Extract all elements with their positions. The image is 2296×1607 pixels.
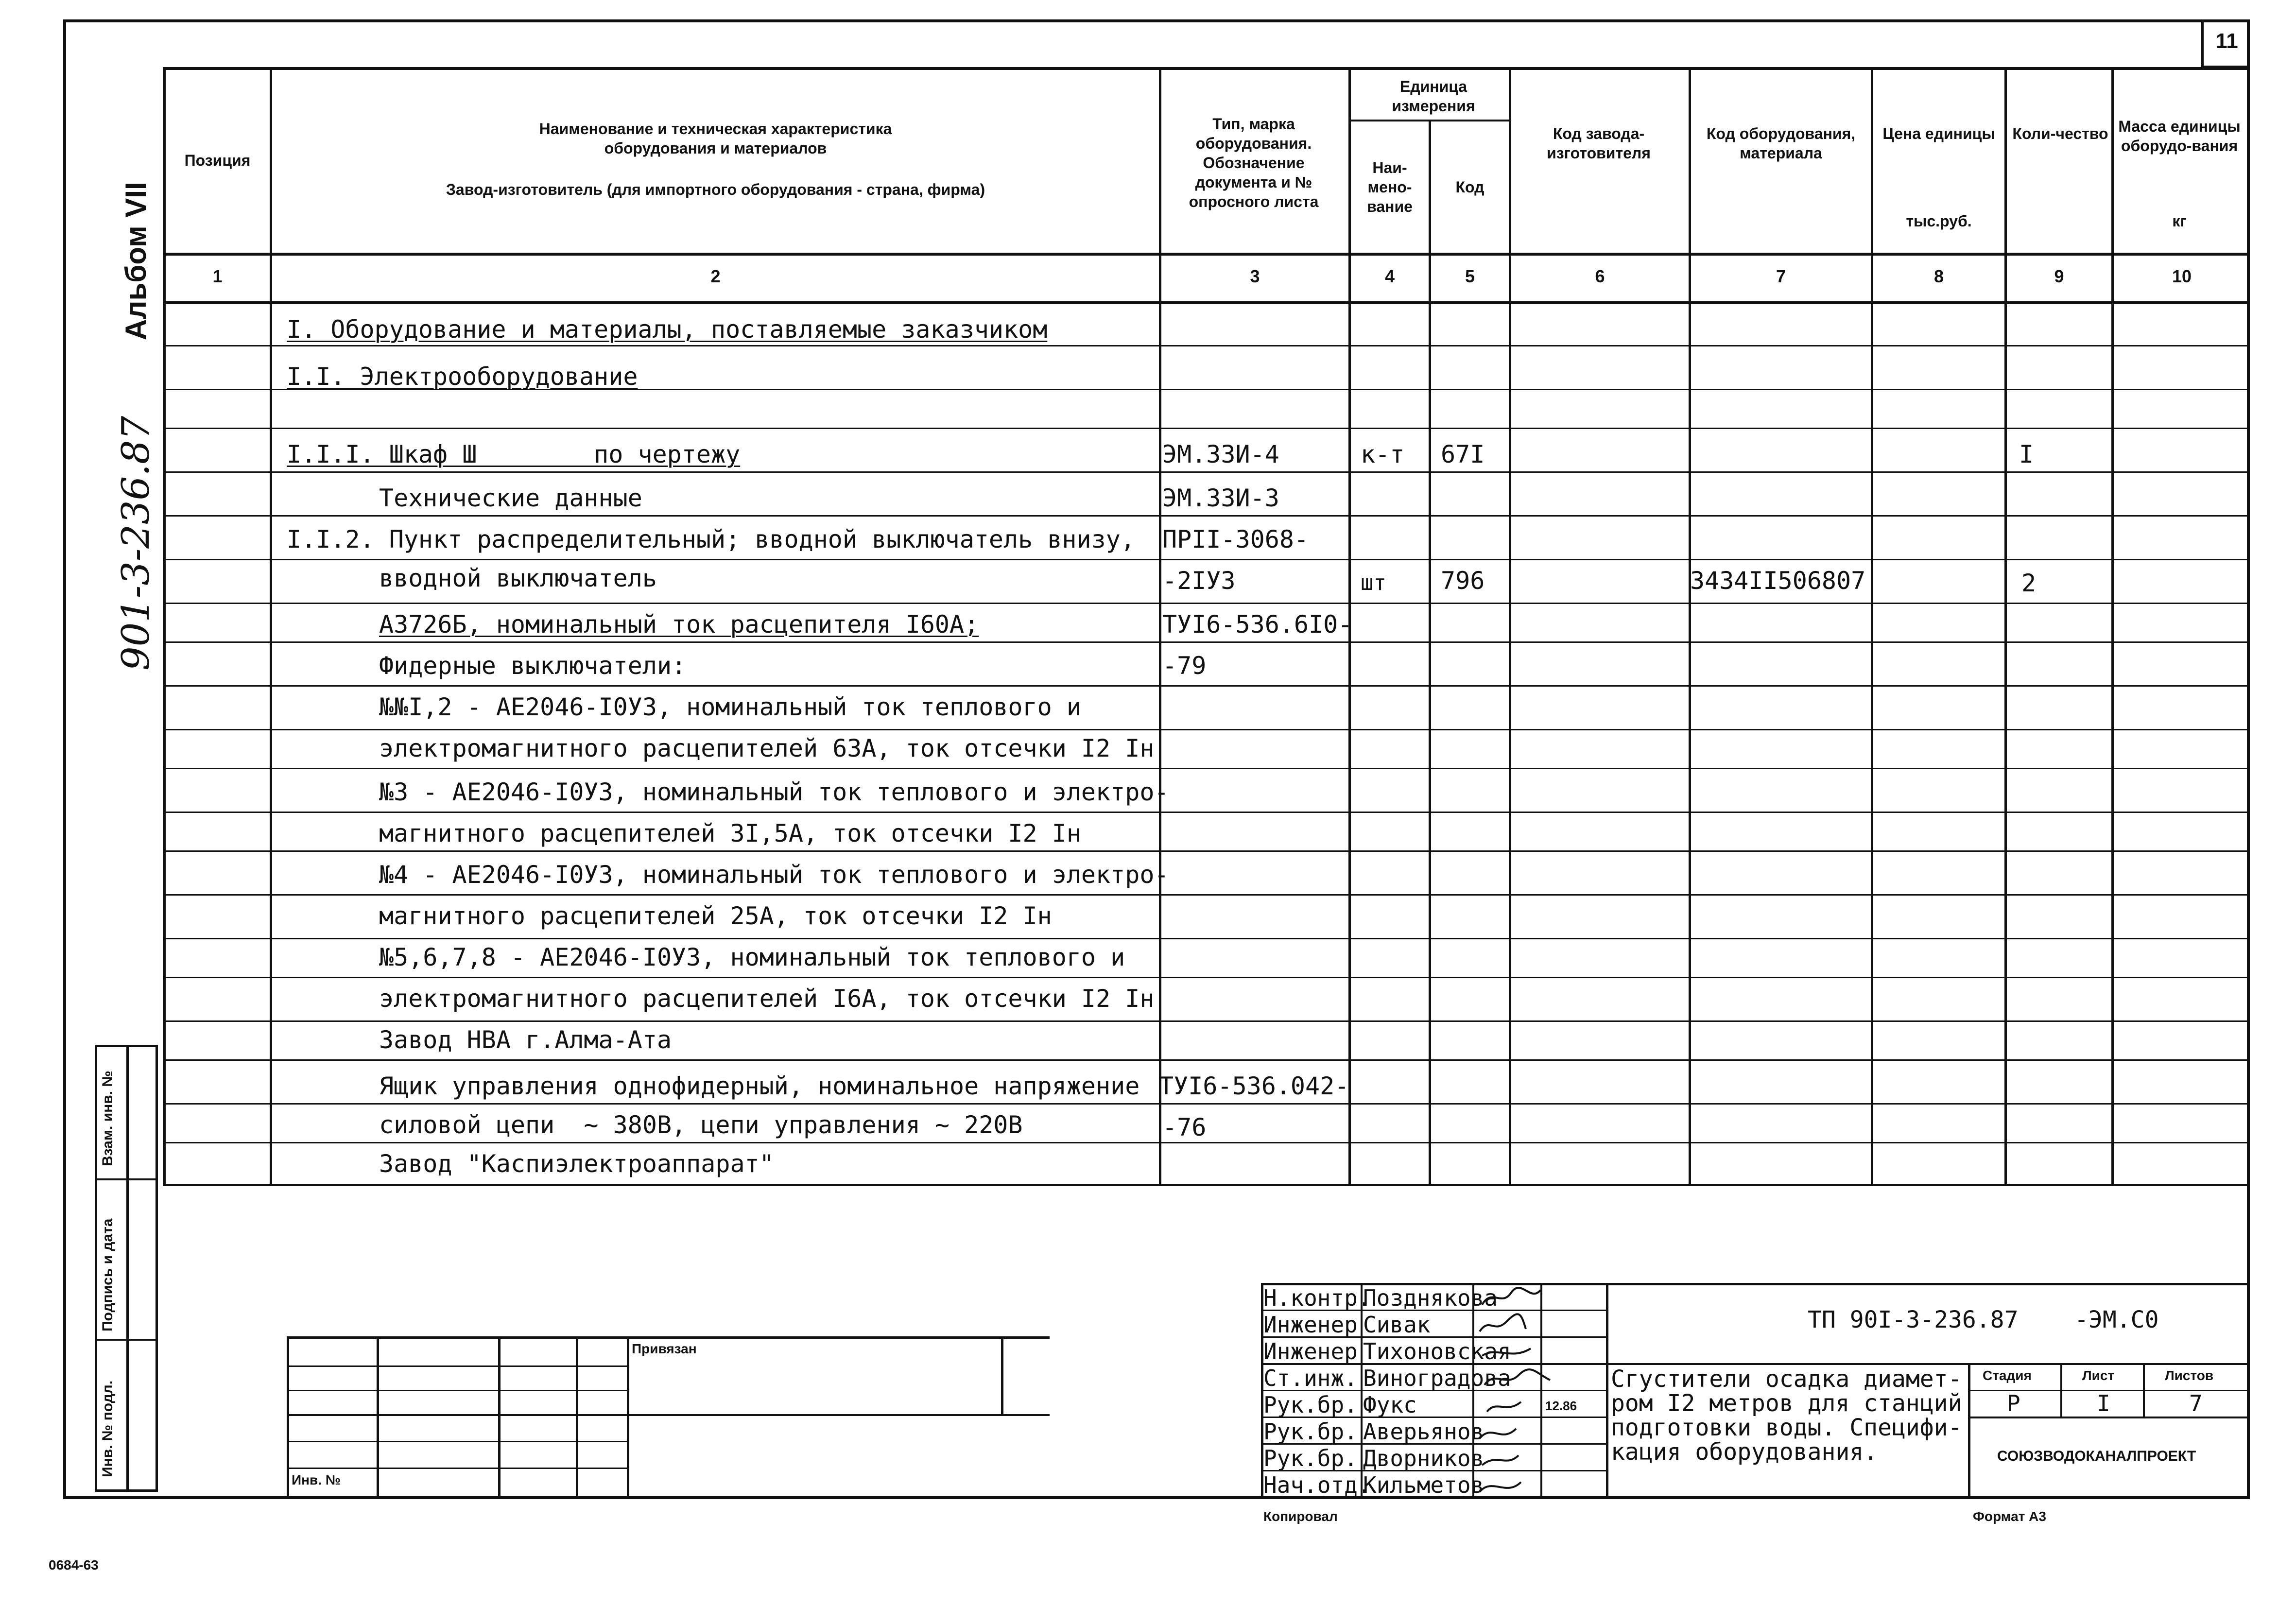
header-position: Позиция bbox=[184, 152, 251, 169]
row-9-name: №№I,2 - АЕ2046-I0У3, номинальный ток теплового и bbox=[379, 693, 1081, 721]
row-3-type: ЭМ.33И-4 bbox=[1162, 440, 1279, 468]
row-8-type: -79 bbox=[1162, 652, 1207, 680]
sig-name-6: Аверьянов bbox=[1363, 1418, 1485, 1445]
stage-label: Стадия bbox=[1983, 1368, 2032, 1383]
row-7-type: ТУI6-536.6I0- bbox=[1162, 610, 1353, 639]
row-18-name: Ящик управления однофидерный, номинальное напряжение bbox=[379, 1072, 1140, 1100]
colnum-7: 7 bbox=[1776, 266, 1786, 286]
sig-name-1: Позднякова bbox=[1363, 1285, 1498, 1311]
row-6-code: 796 bbox=[1441, 567, 1485, 595]
album-label: Альбом VII bbox=[120, 182, 152, 340]
colnum-4: 4 bbox=[1384, 266, 1395, 286]
row-18-type: ТУI6-536.042- bbox=[1159, 1072, 1349, 1100]
header-price: Цена единицы bbox=[1882, 125, 1995, 142]
sig-name-8: Кильметов bbox=[1363, 1472, 1485, 1498]
row-8-name: Фидерные выключатели: bbox=[379, 652, 687, 680]
header-factory-code: Код завода-изготовителя bbox=[1547, 125, 1651, 162]
format-label: Формат А3 bbox=[1973, 1509, 2046, 1524]
colnum-2: 2 bbox=[710, 266, 721, 286]
header-mass-unit: кг bbox=[2172, 212, 2187, 230]
header-type: Тип, марка оборудования. Обозначение документа и № опросного листа bbox=[1189, 115, 1319, 210]
title-line-2: ром I2 метров для станций bbox=[1611, 1390, 1962, 1417]
title-line-1: Сгустители осадка диамет- bbox=[1611, 1365, 1962, 1393]
row-16-name: электромагнитного расцепителей I6А, ток отсечки I2 Iн bbox=[379, 985, 1155, 1013]
header-unit-code: Код bbox=[1455, 178, 1485, 196]
sig-name-7: Дворников bbox=[1363, 1445, 1485, 1471]
sig-role-1: Н.контр. bbox=[1263, 1285, 1371, 1311]
sig-role-4: Ст.инж. bbox=[1263, 1365, 1358, 1391]
row-1-name: I. Оборудование и материалы, поставляемые заказчиком bbox=[287, 315, 1048, 344]
sig-name-2: Сивак bbox=[1363, 1312, 1431, 1338]
header-equipment-code: Код оборудования, материала bbox=[1706, 125, 1856, 162]
row-7-name: А3726Б, номинальный ток расцепителя I60А; bbox=[379, 610, 979, 639]
row-3-code: 67I bbox=[1441, 440, 1485, 468]
colnum-5: 5 bbox=[1465, 266, 1475, 286]
sig-role-7: Рук.бр. bbox=[1263, 1445, 1358, 1471]
sig-date-5: 12.86 bbox=[1545, 1399, 1577, 1413]
stamp-label-vzam: Взам. инв. № bbox=[100, 1071, 116, 1166]
header-qty: Коли-чество bbox=[2012, 125, 2108, 142]
bottom-left-code: 0684-63 bbox=[49, 1557, 99, 1572]
doc-code: ТП 90I-3-236.87 -ЭМ.С0 bbox=[1808, 1306, 2159, 1333]
row-3-name: I.I.I. Шкаф Ш по чертежу bbox=[287, 440, 741, 468]
row-13-name: №4 - АЕ2046-I0У3, номинальный ток теплового и электро- bbox=[379, 861, 1169, 889]
stamp-label-inv: Инв. № подл. bbox=[100, 1380, 116, 1477]
colnum-3: 3 bbox=[1250, 266, 1260, 286]
row-17-name: Завод НВА г.Алма-Ата bbox=[379, 1026, 672, 1054]
row-19-name: силовой цепи ~ 380В, цепи управления ~ 220В bbox=[379, 1111, 1023, 1139]
stamp-label-podpis: Подпись и дата bbox=[100, 1218, 116, 1331]
colnum-1: 1 bbox=[212, 266, 223, 286]
sig-role-2: Инженер bbox=[1263, 1312, 1358, 1338]
sheets-value: 7 bbox=[2189, 1390, 2203, 1417]
row-6-type: -2IУ3 bbox=[1162, 567, 1236, 595]
row-6-qty: 2 bbox=[2021, 569, 2037, 597]
sig-role-3: Инженер bbox=[1263, 1338, 1358, 1365]
sheet-label: Лист bbox=[2082, 1368, 2115, 1383]
row-15-name: №5,6,7,8 - АЕ2046-I0У3, номинальный ток теплового и bbox=[379, 943, 1125, 971]
row-3-qty: I bbox=[2019, 440, 2034, 468]
sheet-corner-number: 11 bbox=[2215, 29, 2238, 53]
header-unit-group: Единица измерения bbox=[1392, 77, 1475, 115]
sheets-label: Листов bbox=[2165, 1368, 2214, 1383]
row-11-name: №3 - АЕ2046-I0У3, номинальный ток теплового и электро- bbox=[379, 778, 1169, 806]
sig-name-4: Виноградова bbox=[1363, 1365, 1511, 1391]
row-20-name: Завод "Каспиэлектроаппарат" bbox=[379, 1150, 774, 1178]
project-code-vertical: 901-3-236.87 bbox=[114, 415, 158, 671]
colnum-6: 6 bbox=[1595, 266, 1605, 286]
sig-role-5: Рук.бр. bbox=[1263, 1392, 1358, 1418]
privyazan-block bbox=[287, 1336, 1050, 1497]
row-5-name: I.I.2. Пункт распределительный; вводной выключатель внизу, bbox=[287, 525, 1135, 553]
sig-name-5: Фукс bbox=[1363, 1392, 1417, 1418]
header-unit-name: Наи-мено-вание bbox=[1367, 159, 1413, 215]
row-4-name: Технические данные bbox=[379, 484, 642, 512]
row-3-unit: к-т bbox=[1361, 440, 1405, 468]
header-name-l2: оборудования и материалов bbox=[604, 139, 827, 157]
title-line-4: кация оборудования. bbox=[1611, 1438, 1878, 1466]
sig-role-6: Рук.бр. bbox=[1263, 1418, 1358, 1445]
sheet-value: I bbox=[2097, 1390, 2110, 1417]
privyazan-label: Привязан bbox=[632, 1341, 697, 1356]
header-name-l1: Наименование и техническая характеристика bbox=[539, 120, 892, 138]
header-price-unit: тыс.руб. bbox=[1906, 212, 1972, 230]
row-6-eq-code: 3434II506807 bbox=[1690, 567, 1866, 595]
row-6-unit: шт bbox=[1361, 570, 1386, 595]
row-5-type: ПРII-3068- bbox=[1162, 525, 1309, 553]
handwritten-signatures bbox=[1472, 1283, 1608, 1499]
sig-name-3: Тихоновская bbox=[1363, 1338, 1511, 1365]
colnum-9: 9 bbox=[2054, 266, 2064, 286]
row-14-name: магнитного расцепителей 25А, ток отсечки I2 Iн bbox=[379, 902, 1052, 930]
sig-role-8: Нач.отд. bbox=[1263, 1472, 1371, 1498]
title-line-3: подготовки воды. Специфи- bbox=[1611, 1414, 1962, 1441]
header-mass: Масса единицы оборудо-вания bbox=[2118, 118, 2241, 155]
row-10-name: электромагнитного расцепителей 63А, ток отсечки I2 Iн bbox=[379, 734, 1155, 762]
row-6-name: вводной выключатель bbox=[379, 564, 657, 592]
row-2-name: I.I. Электрооборудование bbox=[287, 363, 638, 391]
row-12-name: магнитного расцепителей 3I,5А, ток отсечки I2 Iн bbox=[379, 819, 1081, 847]
copied-label: Копировал bbox=[1263, 1509, 1338, 1524]
row-19-type: -76 bbox=[1162, 1113, 1207, 1141]
sheet-corner-box bbox=[2201, 19, 2250, 68]
inv-no-label: Инв. № bbox=[292, 1472, 341, 1487]
row-4-type: ЭМ.33И-3 bbox=[1162, 484, 1279, 512]
header-name-l3: Завод-изготовитель (для импортного оборудования - страна, фирма) bbox=[446, 181, 985, 198]
org-name: СОЮЗВОДОКАНАЛПРОЕКТ bbox=[1997, 1448, 2196, 1464]
stage-value: Р bbox=[2007, 1390, 2020, 1417]
colnum-8: 8 bbox=[1933, 266, 1944, 286]
colnum-10: 10 bbox=[2172, 266, 2192, 286]
